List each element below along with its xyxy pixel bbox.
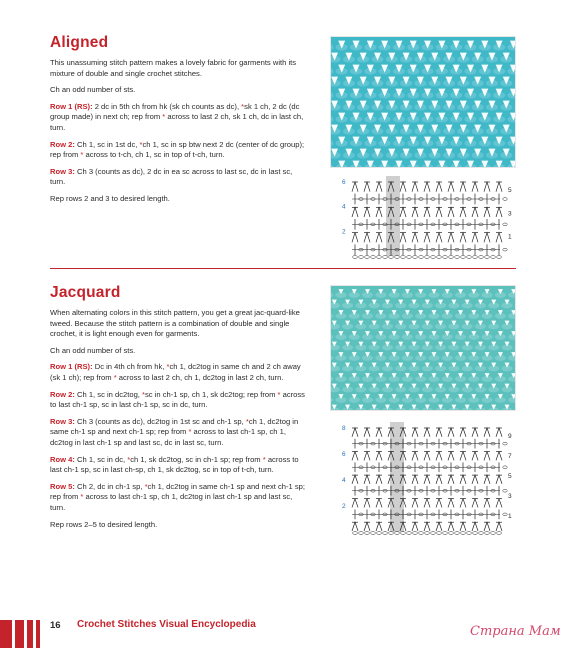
diagram-row-number: 5 bbox=[508, 187, 512, 194]
jacquard-row4: Row 4: Ch 1, sc in dc, *ch 1, sk dc2tog, sc in ch-1 sp; rep from * across to last ch-1 sp, sc in last ch-sp, ch 1, sk dc2tog, sc in top of t-ch, turn. bbox=[50, 454, 299, 475]
jacquard-row2: Row 2: Ch 1, sc in dc2tog, *sc in ch-1 sp, ch 1, sk dc2tog; rep from * across to last ch-1 sp, sc in last ch-1 sp, sc in dc, turn. bbox=[50, 389, 305, 410]
book-title: Crochet Stitches Visual Encyclopedia bbox=[77, 619, 256, 630]
diagram-row-number: 3 bbox=[508, 493, 512, 500]
jacquard-title: Jacquard bbox=[50, 284, 121, 301]
diagram-row-number: 7 bbox=[508, 453, 512, 460]
jacquard-chain: Ch an odd number of sts. bbox=[50, 345, 136, 355]
diagram-row-number: 6 bbox=[342, 451, 346, 458]
aligned-row3: Row 3: Ch 3 (counts as dc), 2 dc in ea sc across to last sc, dc in last sc, turn. bbox=[50, 166, 293, 187]
aligned-stitch-diagram bbox=[340, 174, 520, 260]
aligned-section bbox=[50, 34, 308, 211]
diagram-row-number: 4 bbox=[342, 203, 346, 211]
aligned-repeat: Rep rows 2 and 3 to desired length. bbox=[50, 193, 170, 203]
aligned-row2: Row 2: Ch 1, sc in 1st dc, *ch 1, sc in sp btw next 2 dc (center of dc group); rep from * across to t-ch, ch 1, sc in top of t-ch, turn. bbox=[50, 139, 305, 160]
jacquard-row5: Row 5: Ch 2, dc in ch-1 sp, *ch 1, dc2tog in same ch-1 sp and next ch-1 sp; rep from * across to last ch-1 sp, ch 1, dc2tog in last ch-1 sp and last sc, turn. bbox=[50, 481, 305, 512]
jacquard-repeat: Rep rows 2–5 to desired length. bbox=[50, 519, 158, 529]
aligned-chain: Ch an odd number of sts. bbox=[50, 85, 136, 95]
aligned-title: Aligned bbox=[50, 34, 109, 51]
aligned-swatch-photo bbox=[330, 36, 516, 168]
diagram-row-number: 8 bbox=[342, 425, 346, 432]
page-number: 16 bbox=[50, 620, 61, 631]
diagram-row-number: 1 bbox=[508, 513, 512, 520]
jacquard-stitch-diagram bbox=[340, 420, 520, 536]
diagram-row-number: 4 bbox=[342, 477, 346, 484]
jacquard-section bbox=[50, 284, 308, 536]
watermark-logo: Страна Мам bbox=[470, 624, 561, 639]
diagram-row-number: 1 bbox=[508, 233, 512, 241]
diagram-row-number: 3 bbox=[508, 210, 512, 218]
jacquard-row3: Row 3: Ch 3 (counts as dc), dc2tog in 1st sc and ch-1 sp, *ch 1, dc2tog in same ch-1 sp and next ch-1 sp; rep from * across to last ch-1 sp, ch 1, dc2tog in last ch-1 sp and last sc, dc in last sc, turn. bbox=[50, 416, 299, 447]
diagram-row-number: 6 bbox=[342, 179, 346, 186]
aligned-intro: This unassuming stitch pattern makes a lovely fabric for garments with its mixture of double and single crochet stitches. bbox=[50, 58, 297, 78]
diagram-row-number: 2 bbox=[342, 503, 346, 510]
diagram-row-number: 2 bbox=[342, 228, 346, 236]
footer-color-bars bbox=[0, 620, 44, 648]
section-divider bbox=[50, 268, 516, 269]
diagram-row-number: 9 bbox=[508, 433, 512, 440]
aligned-row1: Row 1 (RS): 2 dc in 5th ch from hk (sk ch counts as dc), *sk 1 ch, 2 dc (dc group made) in next ch; rep from * across to last 2 ch, sk 1 ch, dc in last ch, turn. bbox=[50, 101, 304, 132]
diagram-row-number: 5 bbox=[508, 473, 512, 480]
jacquard-row1: Row 1 (RS): Dc in 4th ch from hk, *ch 1, dc2tog in same ch and 2 ch away (sk 1 ch); rep from * across to last 2 ch, ch 1, dc2tog in last 2 ch, turn. bbox=[50, 362, 301, 382]
jacquard-swatch-photo bbox=[330, 285, 516, 411]
jacquard-intro: When alternating colors in this stitch pattern, you get a great jac-quard-like tweed. Because the stitch pattern is a combination of double and single crochet, it is light enough even for garments. bbox=[50, 308, 300, 339]
